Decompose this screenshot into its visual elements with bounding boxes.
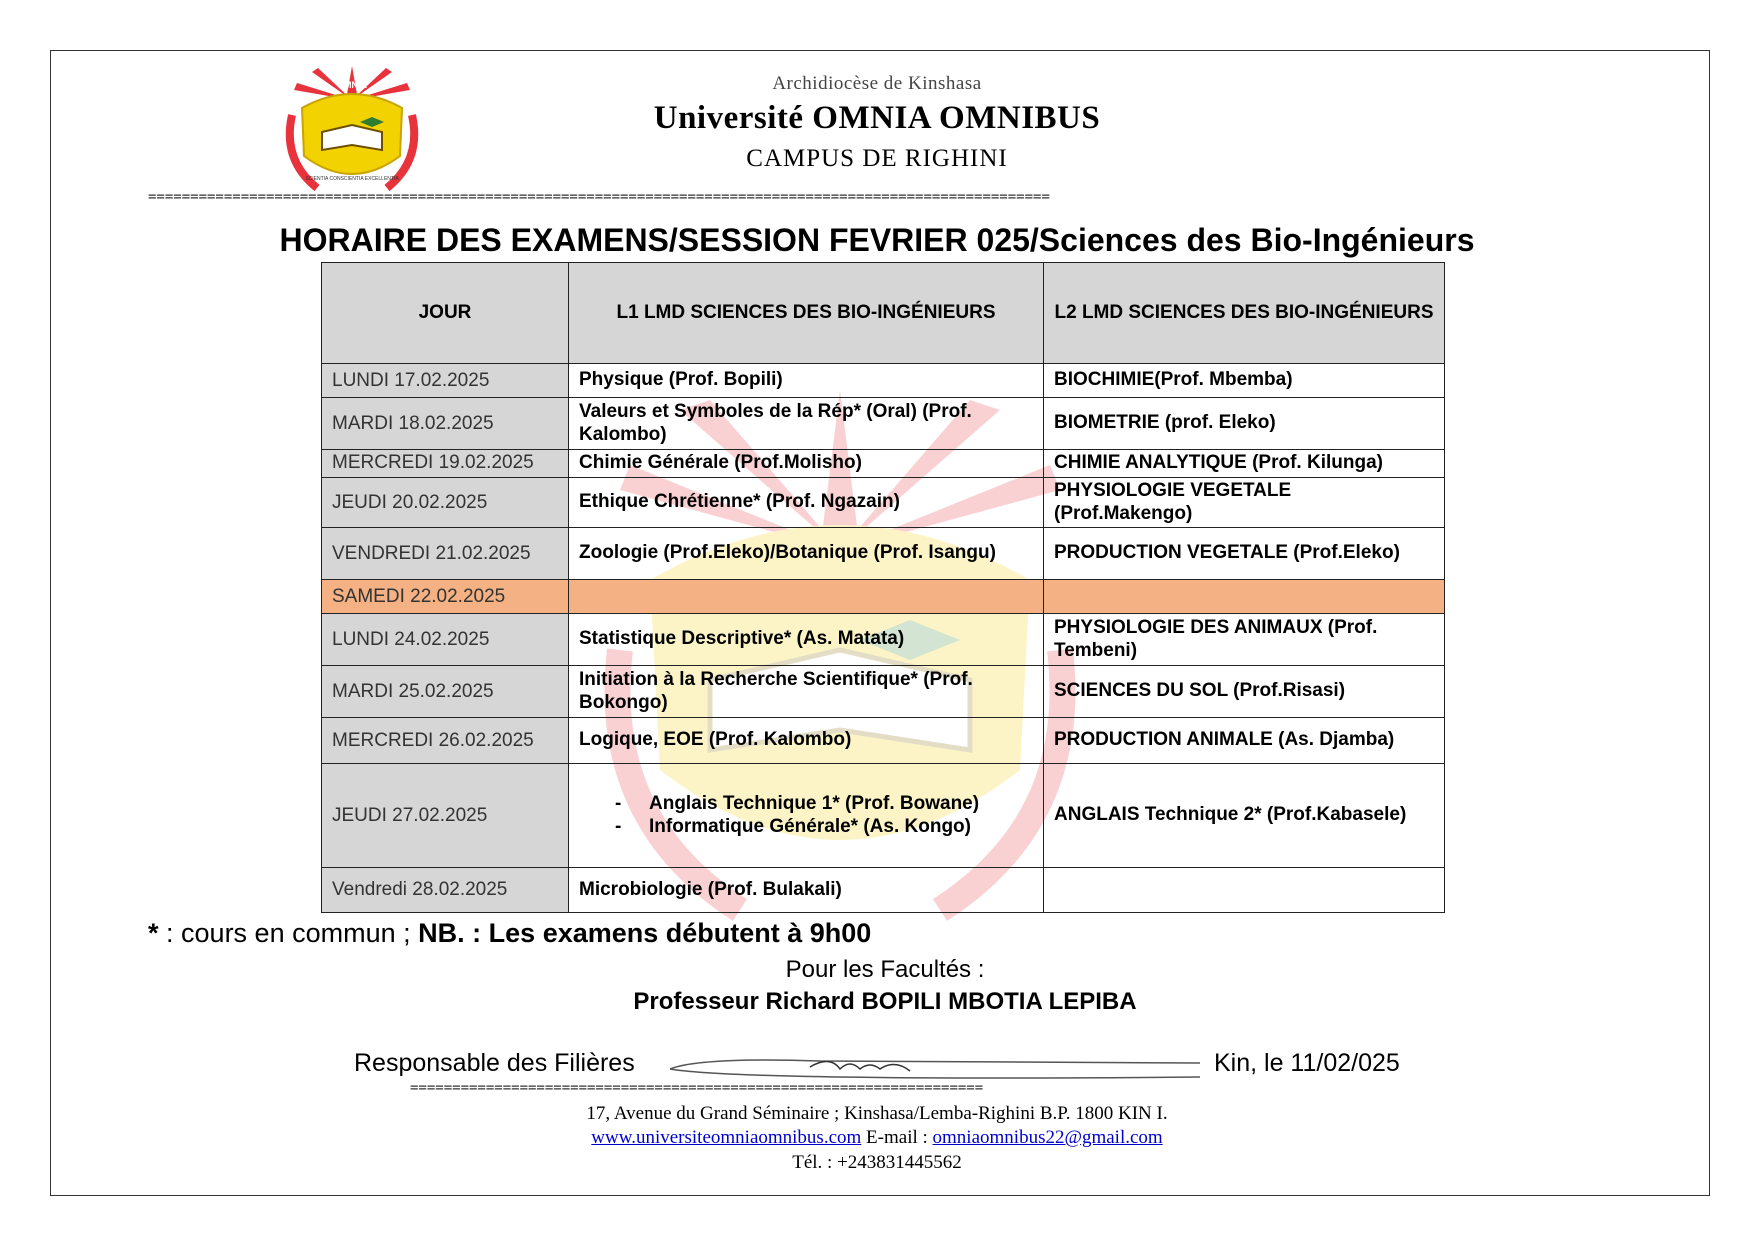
l1-exam-cell: Zoologie (Prof.Eleko)/Botanique (Prof. Isangu) bbox=[569, 528, 1044, 580]
professor-name: Professeur Richard BOPILI MBOTIA LEPIBA bbox=[633, 988, 1137, 1015]
column-header-day: JOUR bbox=[322, 263, 569, 364]
exam-schedule-table bbox=[321, 262, 1445, 913]
l2-exam-cell: ANGLAIS Technique 2* (Prof.Kabasele) bbox=[1044, 764, 1445, 868]
day-cell: JEUDI 27.02.2025 bbox=[322, 764, 569, 868]
list-item-text: Informatique Générale* (As. Kongo) bbox=[649, 815, 971, 837]
l2-exam-cell: PRODUCTION VEGETALE (Prof.Eleko) bbox=[1044, 528, 1445, 580]
pour-les-facultes: Pour les Facultés : bbox=[785, 956, 985, 983]
l2-exam-cell: PHYSIOLOGIE DES ANIMAUX (Prof. Tembeni) bbox=[1044, 614, 1445, 666]
list-item bbox=[615, 793, 1033, 816]
note-star-text: : cours en commun ; bbox=[166, 918, 411, 948]
day-cell: VENDREDI 21.02.2025 bbox=[322, 528, 569, 580]
l2-exam-cell: BIOMETRIE (prof. Eleko) bbox=[1044, 398, 1445, 450]
l2-exam-cell: SCIENCES DU SOL (Prof.Risasi) bbox=[1044, 666, 1445, 718]
footer-separator: ==================================================================== bbox=[410, 1081, 984, 1095]
footer-phone: Tél. : +243831445562 bbox=[792, 1152, 962, 1173]
document-title: HORAIRE DES EXAMENS/SESSION FEVRIER 025/Sciences des Bio-Ingénieurs bbox=[279, 222, 1475, 258]
table-row bbox=[322, 868, 1445, 913]
note-star: * bbox=[148, 918, 159, 948]
l1-exam-cell: Chimie Générale (Prof.Molisho) bbox=[569, 450, 1044, 478]
table-header-row bbox=[322, 263, 1445, 364]
footer-contacts bbox=[0, 1127, 1754, 1149]
nb-label: NB. : bbox=[418, 918, 482, 948]
logo-text: OMNIA bbox=[337, 80, 367, 90]
l1-exam-cell: Statistique Descriptive* (As. Matata) bbox=[569, 614, 1044, 666]
archdiocese-name: Archidiocèse de Kinshasa bbox=[772, 73, 982, 94]
table-row bbox=[322, 764, 1445, 868]
day-cell: LUNDI 17.02.2025 bbox=[322, 364, 569, 398]
list-bullet: - bbox=[615, 793, 622, 815]
list-item bbox=[615, 816, 1033, 839]
day-cell: SAMEDI 22.02.2025 bbox=[322, 580, 569, 614]
day-cell: LUNDI 24.02.2025 bbox=[322, 614, 569, 666]
common-course-note bbox=[148, 918, 871, 949]
list-bullet: - bbox=[615, 815, 622, 837]
campus-name: CAMPUS DE RIGHINI bbox=[746, 145, 1008, 172]
l2-exam-cell bbox=[1044, 868, 1445, 913]
l1-exam-cell bbox=[569, 580, 1044, 614]
l1-exam-cell: Microbiologie (Prof. Bulakali) bbox=[569, 868, 1044, 913]
email-link[interactable]: omniaomnibus22@gmail.com bbox=[932, 1127, 1163, 1148]
list-item-text: Anglais Technique 1* (Prof. Bowane) bbox=[649, 793, 980, 815]
day-cell: MARDI 18.02.2025 bbox=[322, 398, 569, 450]
email-label: E-mail : bbox=[866, 1127, 928, 1148]
table-row bbox=[322, 364, 1445, 398]
table-row bbox=[322, 718, 1445, 764]
day-cell: JEUDI 20.02.2025 bbox=[322, 477, 569, 528]
l1-exam-cell: Initiation à la Recherche Scientifique* (Prof. Bokongo) bbox=[569, 666, 1044, 718]
l1-exam-list-cell bbox=[569, 764, 1044, 868]
day-cell: MARDI 25.02.2025 bbox=[322, 666, 569, 718]
l2-exam-cell bbox=[1044, 580, 1445, 614]
responsable-label: Responsable des Filières bbox=[354, 1049, 635, 1077]
l1-exam-cell: Valeurs et Symboles de la Rép* (Oral) (Prof. Kalombo) bbox=[569, 398, 1044, 450]
website-link[interactable]: www.universiteomniaomnibus.com bbox=[591, 1127, 862, 1148]
l1-exam-cell: Physique (Prof. Bopili) bbox=[569, 364, 1044, 398]
table-row bbox=[322, 614, 1445, 666]
table-row bbox=[322, 477, 1445, 528]
signature-date: Kin, le 11/02/025 bbox=[1214, 1049, 1400, 1077]
l1-exam-cell: Logique, EOE (Prof. Kalombo) bbox=[569, 718, 1044, 764]
university-name: Université OMNIA OMNIBUS bbox=[653, 100, 1101, 136]
table-row bbox=[322, 450, 1445, 478]
l2-exam-cell: BIOCHIMIE(Prof. Mbemba) bbox=[1044, 364, 1445, 398]
table-row bbox=[322, 666, 1445, 718]
l2-exam-cell: PHYSIOLOGIE VEGETALE (Prof.Makengo) bbox=[1044, 477, 1445, 528]
header-separator: =========================================================================================================== bbox=[148, 190, 1050, 204]
column-header-l1: L1 LMD SCIENCES DES BIO-INGÉNIEURS bbox=[569, 263, 1044, 364]
table-row bbox=[322, 398, 1445, 450]
footer-address: 17, Avenue du Grand Séminaire ; Kinshasa/Lemba-Righini B.P. 1800 KIN I. bbox=[586, 1103, 1168, 1124]
day-cell: MERCREDI 19.02.2025 bbox=[322, 450, 569, 478]
day-cell: Vendredi 28.02.2025 bbox=[322, 868, 569, 913]
day-cell: MERCREDI 26.02.2025 bbox=[322, 718, 569, 764]
l2-exam-cell: PRODUCTION ANIMALE (As. Djamba) bbox=[1044, 718, 1445, 764]
l1-exam-cell: Ethique Chrétienne* (Prof. Ngazain) bbox=[569, 477, 1044, 528]
logo-motto: SCIENTIA CONSCIENTIA EXCELLENTIA bbox=[305, 176, 399, 182]
table-row-saturday bbox=[322, 580, 1445, 614]
l2-exam-cell: CHIMIE ANALYTIQUE (Prof. Kilunga) bbox=[1044, 450, 1445, 478]
table-row bbox=[322, 528, 1445, 580]
nb-text: Les examens débutent à 9h00 bbox=[488, 918, 872, 948]
column-header-l2: L2 LMD SCIENCES DES BIO-INGÉNIEURS bbox=[1044, 263, 1445, 364]
